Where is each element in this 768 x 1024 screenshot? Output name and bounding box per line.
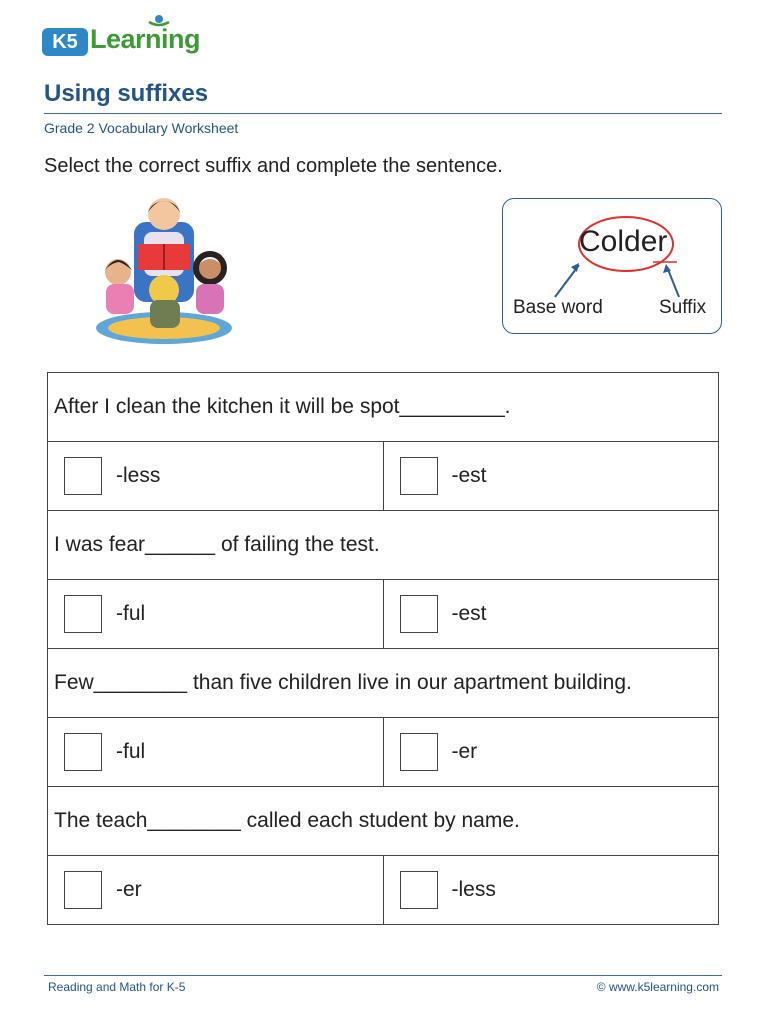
option-cell: [48, 856, 384, 925]
question-row: [48, 787, 719, 856]
example-word: Colder: [579, 225, 668, 258]
question-row: [48, 373, 719, 442]
question-row: [48, 649, 719, 718]
answer-checkbox[interactable]: [400, 733, 438, 771]
answer-checkbox[interactable]: [400, 457, 438, 495]
answer-checkbox[interactable]: [400, 871, 438, 909]
answer-checkbox[interactable]: [64, 457, 102, 495]
footer-divider: [44, 975, 722, 976]
option-label: -ful: [116, 602, 146, 625]
logo-k5-badge: K5: [42, 28, 88, 56]
instruction-text: Select the correct suffix and complete the sentence.: [44, 155, 503, 177]
option-cell: [383, 580, 719, 649]
footer-tagline: Reading and Math for K-5: [48, 980, 186, 994]
answer-checkbox[interactable]: [400, 595, 438, 633]
suffix-label: Suffix: [659, 297, 707, 318]
title-divider: [44, 113, 722, 114]
option-label: -est: [451, 464, 487, 487]
question-sentence: The teach________ called each student by name.: [48, 787, 719, 856]
suffix-example-box: [502, 198, 722, 334]
answer-checkbox[interactable]: [64, 595, 102, 633]
question-sentence: I was fear______ of failing the test.: [48, 511, 719, 580]
options-row: [48, 442, 719, 511]
logo-wordmark: Learning: [90, 24, 201, 54]
option-cell: [48, 718, 384, 787]
logo-star-icon: [146, 12, 172, 30]
question-row: [48, 511, 719, 580]
question-sentence: After I clean the kitchen it will be spot_________.: [48, 373, 719, 442]
option-label: -ful: [116, 740, 146, 763]
option-label: -er: [451, 740, 478, 763]
page-subtitle: Grade 2 Vocabulary Worksheet: [44, 120, 239, 136]
option-label: -er: [116, 878, 142, 901]
base-word-label: Base word: [513, 297, 603, 318]
footer-website: © www.k5learning.com: [596, 980, 719, 994]
option-cell: [48, 442, 384, 511]
option-cell: [383, 856, 719, 925]
option-label: -less: [116, 464, 161, 487]
options-row: [48, 718, 719, 787]
options-row: [48, 580, 719, 649]
question-sentence: Few________ than five children live in our apartment building.: [48, 649, 719, 718]
answer-checkbox[interactable]: [64, 733, 102, 771]
option-label: -less: [451, 878, 496, 901]
option-cell: [48, 580, 384, 649]
option-cell: [383, 442, 719, 511]
page-title: Using suffixes: [44, 80, 209, 107]
answer-checkbox[interactable]: [64, 871, 102, 909]
option-label: -est: [451, 602, 487, 625]
suffix-quiz-table: [47, 372, 719, 925]
k5-learning-logo: [42, 18, 212, 58]
options-row: [48, 856, 719, 925]
option-cell: [383, 718, 719, 787]
children-reading-illustration: [92, 192, 238, 350]
